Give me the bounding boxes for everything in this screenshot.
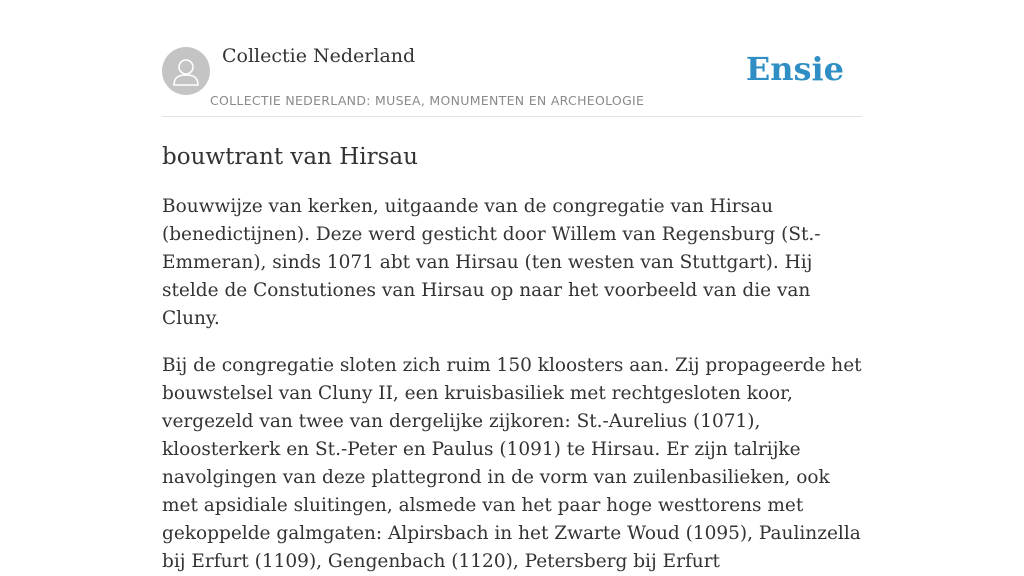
author-name[interactable]: Collectie Nederland: [222, 45, 416, 67]
article-body: [162, 193, 862, 576]
article-page: [162, 0, 862, 576]
collection-link[interactable]: COLLECTIE NEDERLAND: MUSEA, MONUMENTEN EN ARCHEOLOGIE: [210, 93, 645, 108]
article-title: bouwtrant van Hirsau: [162, 144, 418, 170]
user-icon: [162, 47, 210, 95]
author-avatar[interactable]: [162, 47, 210, 95]
ensie-logo[interactable]: Ensie: [745, 50, 844, 88]
article-paragraph: Bouwwijze van kerken, uitgaande van de congregatie van Hirsau (benedictijnen). Deze werd gesticht door Willem van Regensburg (St.-Emmeran), sinds 1071 abt van Hirsau (ten westen van Stuttgart). Hij stelde de Constutiones van Hirsau op naar het voorbeeld van die van Cluny.: [162, 196, 821, 329]
article-paragraph: Bij de congregatie sloten zich ruim 150 kloosters aan. Zij propageerde het bouwstelsel van Cluny II, een kruisbasiliek met rechtgesloten koor, vergezeld van twee van dergelijke zijkoren: St.-Aurelius (1071), kloosterkerk en St.-Peter en Paulus (1091) te Hirsau. Er zijn talrijke navolgingen van deze plattegrond in de vorm van zuilenbasilieken, ook met apsidiale sluitingen, alsmede van het paar hoge westtorens met gekoppelde galmgaten: Alpirsbach in het Zwarte Woud (1095), Paulinzella bij Erfurt (1109), Gengenbach (1120), Petersberg bij Erfurt: [162, 355, 862, 572]
header: [162, 0, 862, 117]
